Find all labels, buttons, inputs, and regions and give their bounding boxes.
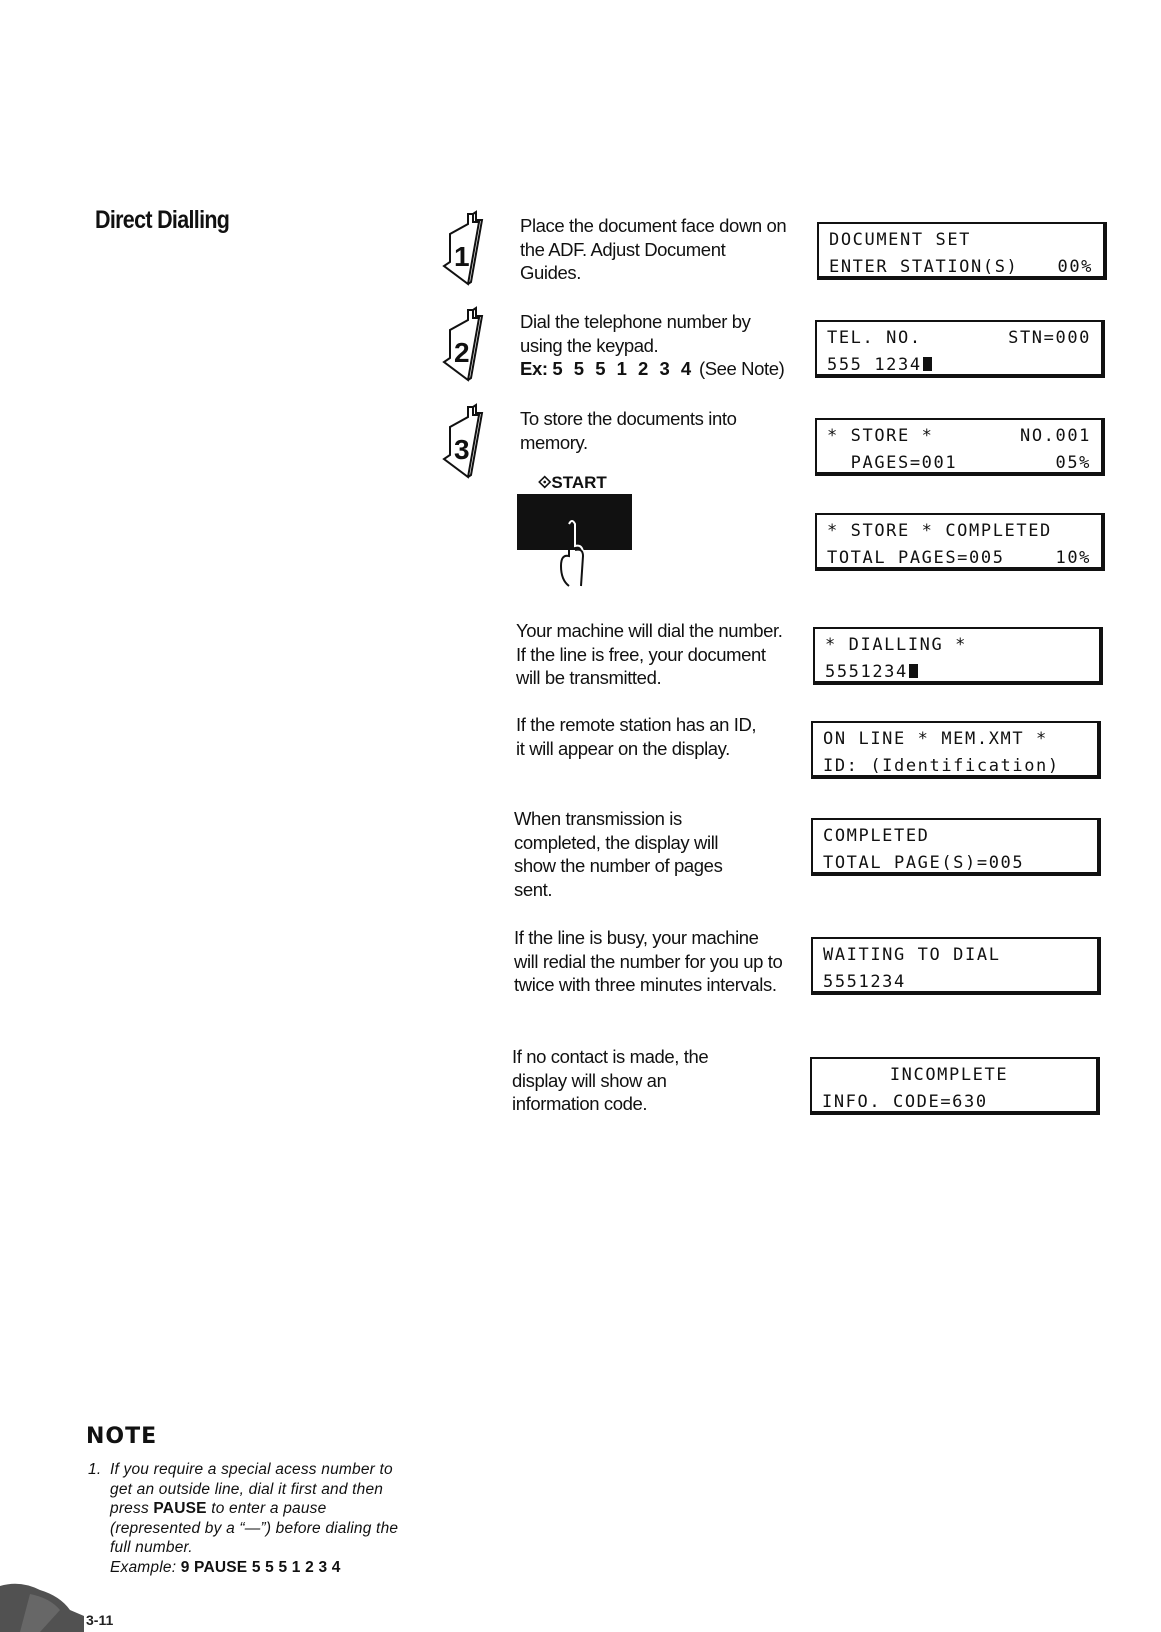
- note-title: NOTE: [86, 1424, 158, 1449]
- step-2-example: [520, 357, 790, 381]
- lcd-line1-right: [1087, 823, 1097, 850]
- lcd-line1-right: [1089, 632, 1099, 659]
- lcd-display-waiting: [811, 937, 1101, 995]
- lcd-line2-right: [1087, 969, 1097, 996]
- lcd-line2: INFO. CODE=630: [822, 1092, 988, 1112]
- lcd-line1: COMPLETED: [823, 826, 930, 846]
- note-body: [88, 1460, 400, 1577]
- lcd-line1: * DIALLING *: [825, 635, 968, 655]
- note-pause: PAUSE: [153, 1500, 207, 1517]
- lcd-line2-right: 05%: [1055, 453, 1091, 473]
- step-3-icon: [440, 403, 498, 485]
- lcd-line1-right: NO.001: [1019, 426, 1091, 446]
- step-2-text: Dial the telephone number by using the keypad.: [520, 311, 751, 356]
- start-key-label: ⟐START: [538, 473, 607, 492]
- lcd-line1-right: STN=000: [1008, 328, 1091, 348]
- lcd-line1: DOCUMENT SET: [829, 230, 972, 250]
- lcd-line1-right: [1093, 227, 1103, 254]
- lcd-line2: TOTAL PAGE(S)=005: [823, 853, 1025, 873]
- lcd-line1-right: [1087, 726, 1097, 753]
- lcd-line2: 5551234: [825, 662, 908, 682]
- lcd-display-store-completed: [815, 513, 1105, 571]
- lcd-line2-right: [1087, 850, 1097, 877]
- lcd-line2-right: [1087, 753, 1097, 780]
- page-number: 3-11: [86, 1612, 114, 1628]
- lcd-line1: * STORE *: [827, 426, 934, 446]
- step-1-number: 1: [454, 241, 470, 272]
- lcd-cursor: [923, 357, 932, 371]
- step-1-text: Place the document face down on the ADF. Adjust Document Guides.: [520, 215, 787, 283]
- lcd-display-document-set: [817, 222, 1107, 280]
- note-number: 1.: [88, 1461, 102, 1478]
- lcd-line2: 5551234: [823, 972, 906, 992]
- paragraph-busy: If the line is busy, your machine will redial the number for you up to twice with three minutes intervals.: [514, 927, 783, 995]
- note-text-b: to enter a pause (represented by a “—”) before dialing the full number.: [110, 1500, 399, 1556]
- paragraph-dial: Your machine will dial the number. If the line is free, your document will be transmitted.: [516, 620, 783, 688]
- lcd-line2-right: [1091, 352, 1101, 379]
- lcd-line2: 555 1234: [827, 355, 922, 375]
- lcd-line1-right: [1091, 518, 1101, 545]
- example-note: (See Note): [698, 358, 785, 379]
- lcd-line2: TOTAL PAGES=005: [827, 548, 1005, 568]
- lcd-line1: WAITING TO DIAL: [823, 945, 1001, 965]
- page-title: Direct Dialling: [95, 206, 230, 234]
- lcd-line2-right: [1086, 1089, 1096, 1116]
- lcd-display-dialling: [813, 627, 1103, 685]
- lcd-display-store: [815, 418, 1105, 476]
- corner-scan-mark: [0, 1580, 140, 1632]
- lcd-line2: ID: (Identification): [823, 756, 1060, 776]
- lcd-line1: ON LINE * MEM.XMT *: [823, 729, 1048, 749]
- lcd-display-completed: [811, 818, 1101, 876]
- lcd-line1: * STORE * COMPLETED: [827, 521, 1052, 541]
- example-value: 5 5 5 1 2 3 4: [552, 358, 695, 379]
- lcd-display-incomplete: [810, 1057, 1100, 1115]
- paragraph-no-contact: If no contact is made, the display will show an information code.: [512, 1046, 709, 1114]
- example-label: Ex:: [520, 358, 548, 379]
- lcd-display-tel-no: [815, 320, 1105, 378]
- step-2-icon: [440, 306, 498, 388]
- lcd-line2: PAGES=001: [827, 453, 958, 473]
- lcd-line1-right: [1087, 942, 1097, 969]
- step-3-text: To store the documents into memory.: [520, 408, 737, 453]
- lcd-line1: INCOMPLETE: [889, 1065, 1009, 1085]
- lcd-line1: TEL. NO.: [827, 328, 922, 348]
- note-text-a: If you require a special acess number to get an outside line, dial it first and then press: [110, 1461, 393, 1517]
- lcd-line2-right: [1089, 659, 1099, 686]
- lcd-line2: ENTER STATION(S): [829, 257, 1019, 277]
- lcd-display-on-line: [811, 721, 1101, 779]
- lcd-line2-right: 10%: [1055, 548, 1091, 568]
- step-2-number: 2: [454, 337, 470, 368]
- note-example-label: Example:: [110, 1558, 177, 1576]
- lcd-cursor: [909, 664, 918, 678]
- start-key-press-icon: [517, 494, 632, 589]
- note-example-value: 9 PAUSE 5 5 5 1 2 3 4: [180, 1558, 341, 1576]
- paragraph-remote-id: If the remote station has an ID, it will appear on the display.: [516, 714, 757, 759]
- step-1-icon: [440, 210, 498, 292]
- paragraph-completed: When transmission is completed, the display will show the number of pages sent.: [514, 808, 723, 900]
- step-3-number: 3: [454, 434, 470, 465]
- lcd-line2-right: 00%: [1057, 257, 1093, 277]
- step-2-block: [520, 310, 790, 381]
